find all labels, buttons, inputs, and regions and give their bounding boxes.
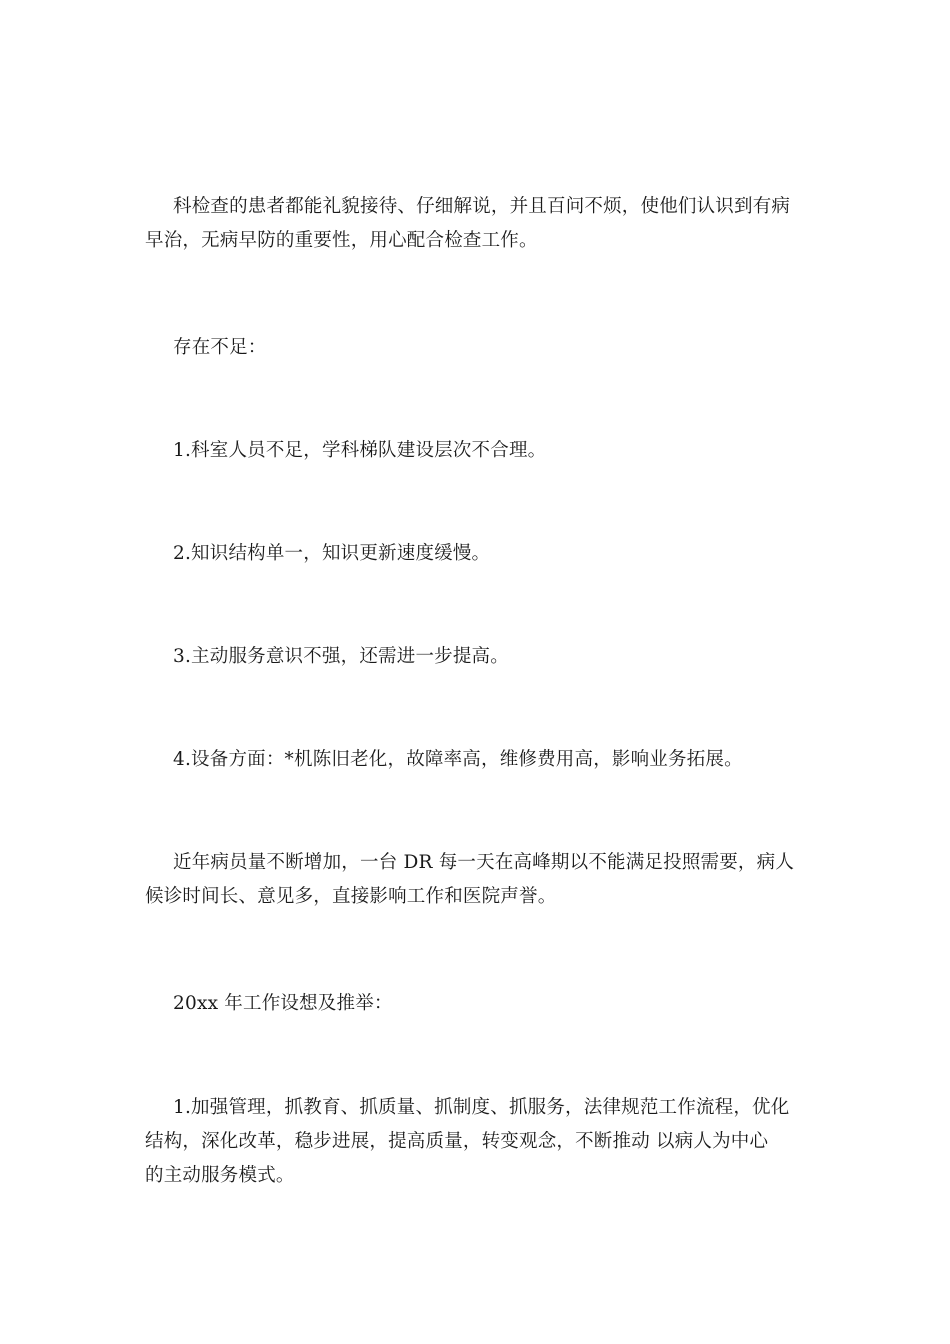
text-line: 近年病员量不断增加，一台 DR 每一天在高峰期以不能满足投照需要，病人 — [173, 852, 795, 873]
text-line: 结构，深化改革，稳步进展，提高质量，转变观念，不断推动 以病人为中心 — [145, 1131, 769, 1152]
heading-shortcomings — [145, 331, 810, 365]
text-line: 早治，无病早防的重要性，用心配合检查工作。 — [145, 230, 538, 251]
heading-work-plan — [145, 987, 810, 1021]
text-line: 3.主动服务意识不强，还需进一步提高。 — [173, 646, 509, 667]
text-line: 的主动服务模式。 — [145, 1165, 295, 1186]
text-line: 科检查的患者都能礼貌接待、仔细解说，并且百问不烦，使他们认识到有病 — [173, 196, 791, 217]
list-item-shortcoming-4 — [145, 743, 810, 777]
list-item-shortcoming-1 — [145, 434, 810, 468]
list-item-shortcoming-3 — [145, 640, 810, 674]
text-line: 4.设备方面：*机陈旧老化，故障率高，维修费用高，影响业务拓展。 — [173, 749, 743, 770]
text-line: 2.知识结构单一，知识更新速度缓慢。 — [173, 543, 491, 564]
text-line: 候诊时间长、意见多，直接影响工作和医院声誉。 — [145, 886, 557, 907]
list-item-plan-1 — [145, 1091, 810, 1193]
text-line: 1.科室人员不足，学科梯队建设层次不合理。 — [173, 440, 547, 461]
paragraph-patient-volume — [145, 846, 810, 914]
list-item-shortcoming-2 — [145, 537, 810, 571]
text-line: 存在不足： — [173, 337, 267, 358]
text-line: 1.加强管理，抓教育、抓质量、抓制度、抓服务，法律规范工作流程，优化 — [173, 1097, 790, 1118]
paragraph-exam-patients — [145, 190, 810, 258]
text-line: 20xx 年工作设想及推举： — [173, 993, 393, 1014]
